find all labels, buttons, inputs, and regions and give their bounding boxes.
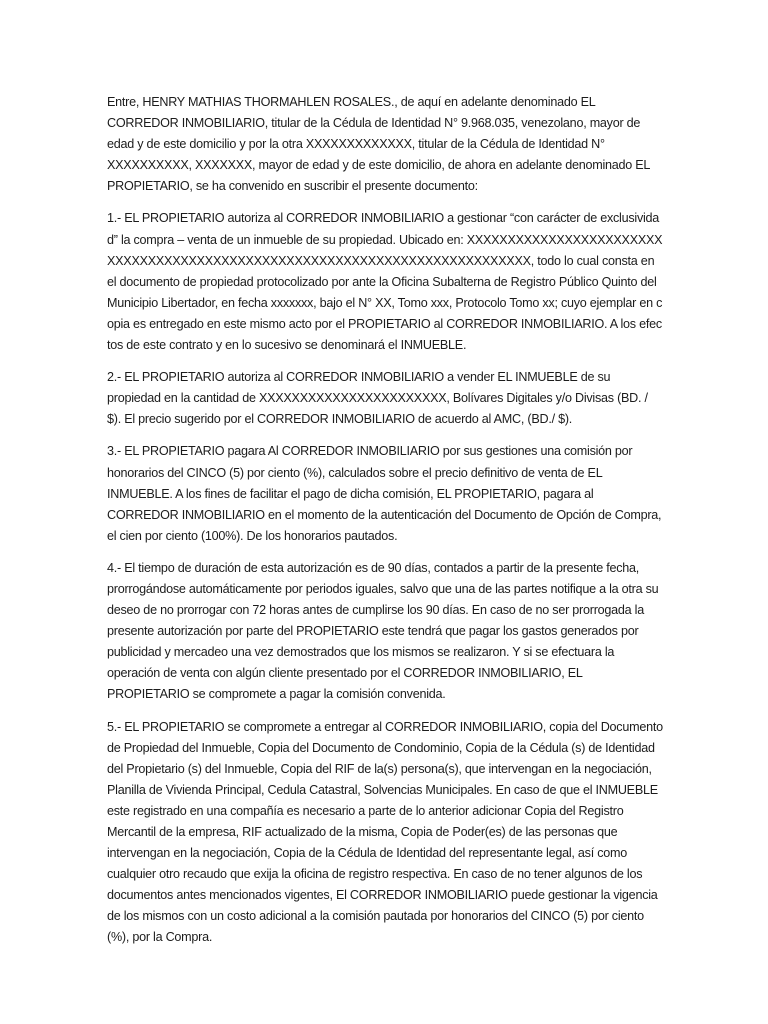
paragraph-clause-5: 5.- EL PROPIETARIO se compromete a entregar al CORREDOR INMOBILIARIO, copia del Documento de Propiedad del Inmueble, Copia del Documento de Condominio, Copia de la Cédula (s) de Identidad del Propietario (s) del Inmueble, Copia del RIF de la(s) persona(s), que intervengan en la negociación, Planilla de Vivienda Principal, Cedula Catastral, Solvencias Municipales. En caso de que el INMUEBLE este registrado en una compañía es necesario a parte de lo anterior adicionar Copia del Registro Mercantil de la empresa, RIF actualizado de la misma, Copia de Poder(es) de las personas que intervengan en la negociación, Copia de la Cédula de Identidad del representante legal, así como cualquier otro recaudo que exija la oficina de registro respectiva. En caso de no tener algunos de los documentos antes mencionados vigentes, El CORREDOR INMOBILIARIO puede gestionar la vigencia de los mismos con un costo adicional a la comisión pautada por honorarios del CINCO (5) por ciento (%), por la Compra.: [107, 719, 663, 945]
paragraph-clause-4: 4.- El tiempo de duración de esta autorización es de 90 días, contados a partir de la presente fecha, prorrogándose automáticamente por periodos iguales, salvo que una de las partes notifique a la otra su deseo de no prorrogar con 72 horas antes de cumplirse los 90 días. En caso de no ser prorrogada la presente autorización por parte del PROPIETARIO este tendrá que pagar los gastos generados por publicidad y mercadeo una vez demostrados que los mismos se realizaron. Y si se efectuara la operación de venta con algún cliente presentado por el CORREDOR INMOBILIARIO, EL PROPIETARIO se compromete a pagar la comisión convenida.: [107, 560, 659, 702]
document-body: [107, 92, 663, 960]
paragraph-clause-3: 3.- EL PROPIETARIO pagara Al CORREDOR INMOBILIARIO por sus gestiones una comisión por honorarios del CINCO (5) por ciento (%), calculados sobre el precio definitivo de venta de EL INMUEBLE. A los fines de facilitar el pago de dicha comisión, EL PROPIETARIO, pagara al CORREDOR INMOBILIARIO en el momento de la autenticación del Documento de Opción de Compra, el cien por ciento (100%). De los honorarios pautados.: [107, 444, 662, 543]
paragraph-clause-1: 1.- EL PROPIETARIO autoriza al CORREDOR INMOBILIARIO a gestionar “con carácter de exclusividad” la compra – venta de un inmueble de su propiedad. Ubicado en: XXXXXXXXXXXXXXXXXXXXXXXXXXXXXXXXXXXXXXXXXXXXXXXXXXXXXXXXXXXXXXXXXXXXXXXXXXXX, todo lo cual consta en el documento de propiedad protocolizado por ante la Oficina Subalterna de Registro Público Quinto del Municipio Libertador, en fecha xxxxxxx, bajo el N° XX, Tomo xxx, Protocolo Tomo xx; cuyo ejemplar en copia es entregado en este mismo acto por el PROPIETARIO al CORREDOR INMOBILIARIO. A los efectos de este contrato y en lo sucesivo se denominará el INMUEBLE.: [107, 211, 663, 353]
paragraph-intro: Entre, HENRY MATHIAS THORMAHLEN ROSALES., de aquí en adelante denominado EL CORREDOR INMOBILIARIO, titular de la Cédula de Identidad N° 9.968.035, venezolano, mayor de edad y de este domicilio y por la otra XXXXXXXXXXXXX, titular de la Cédula de Identidad N° XXXXXXXXXX, XXXXXXX, mayor de edad y de este domicilio, de ahora en adelante denominado EL PROPIETARIO, se ha convenido en suscribir el presente documento:: [107, 95, 650, 194]
paragraph-clause-2: 2.- EL PROPIETARIO autoriza al CORREDOR INMOBILIARIO a vender EL INMUEBLE de su propiedad en la cantidad de XXXXXXXXXXXXXXXXXXXXXXX, Bolívares Digitales y/o Divisas (BD. / $). El precio sugerido por el CORREDOR INMOBILIARIO de acuerdo al AMC, (BD./ $).: [107, 370, 648, 427]
